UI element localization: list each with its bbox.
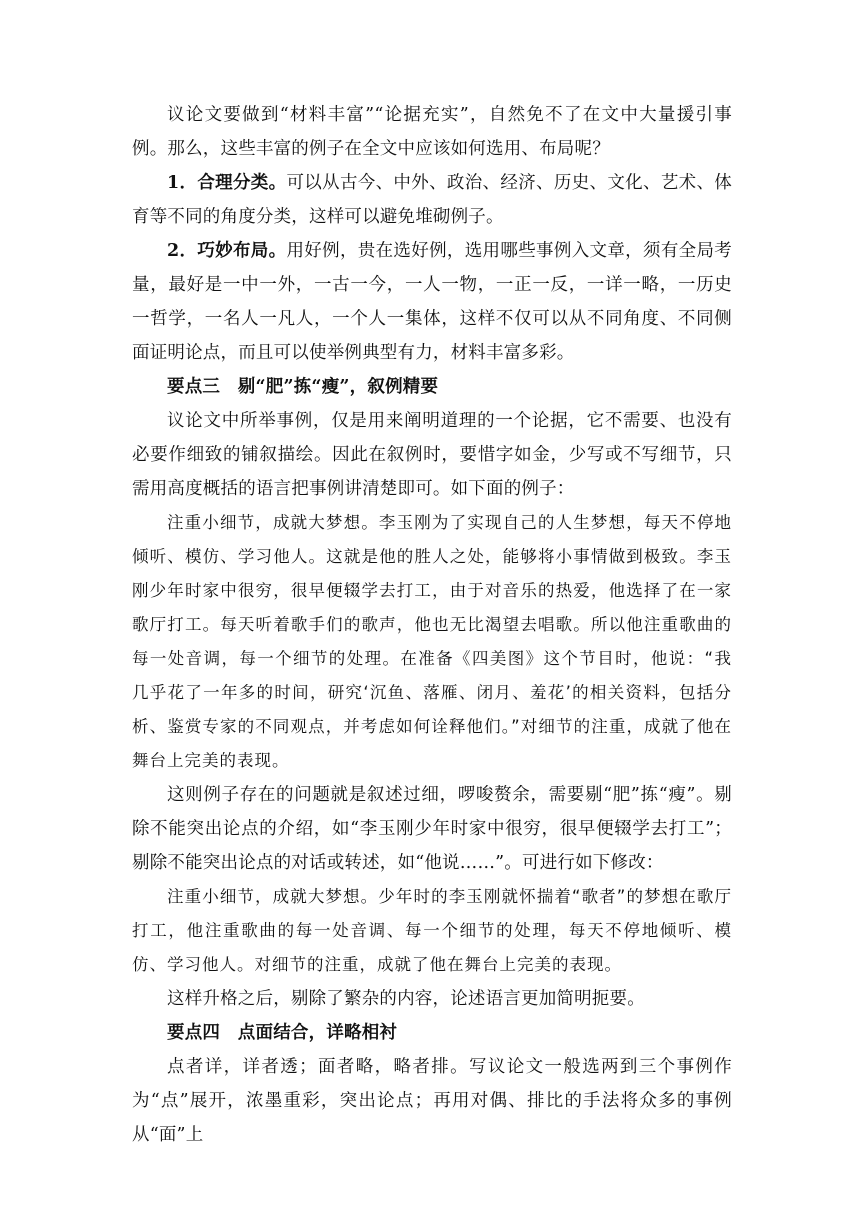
section-3-paragraph-3: 这样升格之后，剔除了繁杂的内容，论述语言更加简明扼要。 <box>167 989 645 1009</box>
example-revised: 注重小细节，成就大梦想。少年时的李玉刚就怀揣着“歌者”的梦想在歌厅打工，他注重歌曲的每一处音调、每一个细节的处理，每天不停地倾听、模仿、学习他人。对细节的注重，成就了他在舞台上完美的表现。 <box>132 887 732 974</box>
point-2-body: 用好例，贵在选好例，选用哪些事例入文章，须有全局考量，最好是一中一外，一古一今，一人一物，一正一反，一详一略，一历史一哲学，一名人一凡人，一个人一集体，这样不仅可以从不同角度、不同侧面证明论点，而且可以使举例典型有力，材料丰富多彩。 <box>132 241 733 363</box>
point-1-body: 可以从古今、中外、政治、经济、历史、文化、艺术、体育等不同的角度分类，这样可以避免堆砌例子。 <box>132 173 733 227</box>
point-1-paragraph <box>132 166 732 234</box>
section-4-paragraph-1: 点者详，详者透；面者略，略者排。写议论文一般选两到三个事例作为“点”展开，浓墨重彩，突出论点；再用对偶、排比的手法将众多的事例从“面”上 <box>132 1057 732 1145</box>
intro-paragraph: 议论文要做到“材料丰富”“论据充实”，自然免不了在文中大量援引事例。那么，这些丰富的例子在全文中应该如何选用、布局呢？ <box>132 105 732 159</box>
section-heading-4: 要点四 点面结合，详略相衬 <box>167 1023 398 1043</box>
point-2-title: 2．巧妙布局。 <box>167 241 287 261</box>
point-2-paragraph <box>132 234 732 370</box>
section-3-paragraph-2: 这则例子存在的问题就是叙述过细，啰唆赘余，需要剔“肥”拣“瘦”。剔除不能突出论点的介绍，如“李玉刚少年时家中很穷，很早便辍学去打工”；剔除不能突出论点的对话或转述，如“他说……”。可进行如下修改： <box>132 785 732 873</box>
example-original: 注重小细节，成就大梦想。李玉刚为了实现自己的人生梦想，每天不停地倾听、模仿、学习他人。这就是他的胜人之处，能够将小事情做到极致。李玉刚少年时家中很穷，很早便辍学去打工，由于对音乐的热爱，他选择了在一家歌厅打工。每天听着歌手们的歌声，他也无比渴望去唱歌。所以他注重歌曲的每一处音调，每一个细节的处理。在准备《四美图》这个节目时，他说：“我几乎花了一年多的时间，研究‘沉鱼、落雁、闭月、羞花’的相关资料，包括分析、鉴赏专家的不同观点，并考虑如何诠释他们。”对细节的注重，成就了他在舞台上完美的表现。 <box>132 513 732 770</box>
section-3-paragraph-1: 议论文中所举事例，仅是用来阐明道理的一个论据，它不需要、也没有必要作细致的铺叙描绘。因此在叙例时，要惜字如金，少写或不写细节，只需用高度概括的语言把事例讲清楚即可。如下面的例子： <box>132 411 732 499</box>
point-1-title: 1．合理分类。 <box>167 173 287 193</box>
document-page <box>132 98 732 1152</box>
section-heading-3: 要点三 剔“肥”拣“瘦”，叙例精要 <box>167 377 439 397</box>
